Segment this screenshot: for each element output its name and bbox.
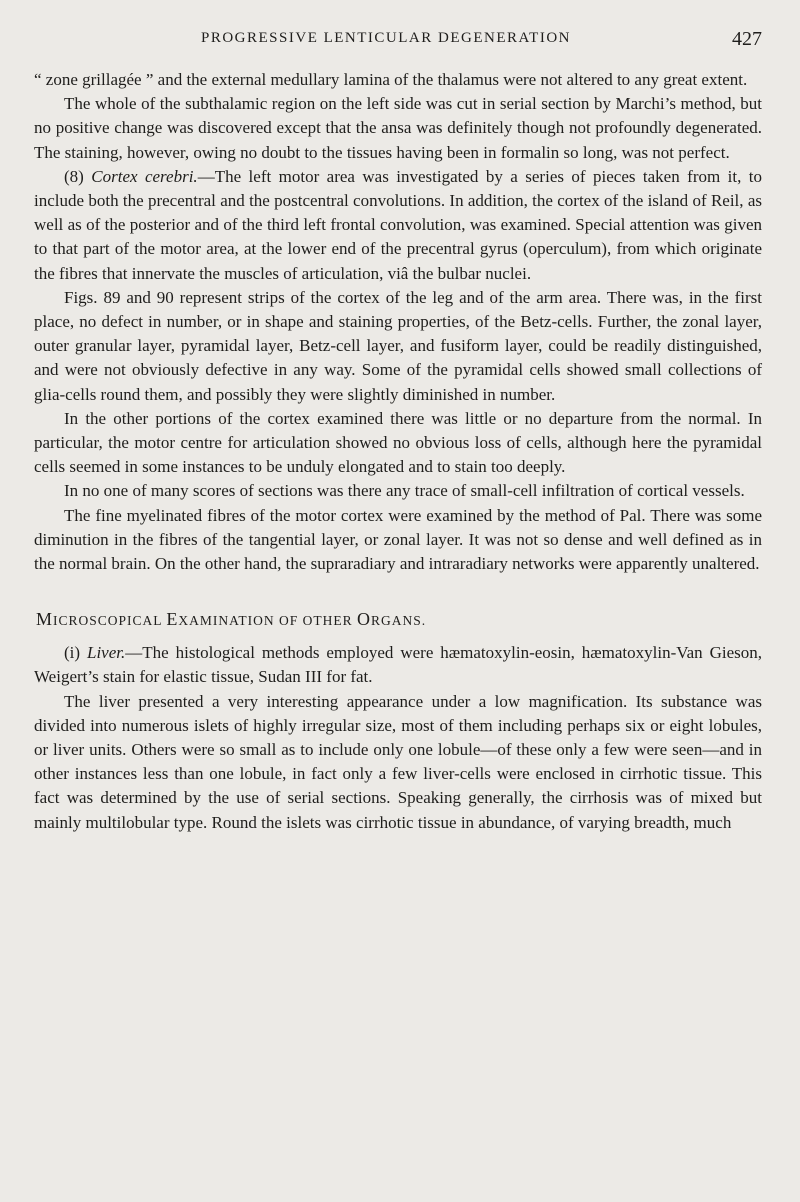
paragraph-small-cell-infiltration: In no one of many scores of sections was there any trace of small-cell infiltration of cortical vessels.	[64, 481, 745, 501]
paragraph-zone-grillagee: “ zone grillagée ” and the external medullary lamina of the thalamus were not altered to any great extent.	[34, 70, 748, 89]
running-title: PROGRESSIVE LENTICULAR DEGENERATION	[201, 30, 571, 46]
paragraph-figures-89-90: Figs. 89 and 90 represent strips of the cortex of the leg and of the arm area. There was, in the first place, no defect in number, or in shape and staining properties, of the Betz-cells. Further, the zonal layer, outer granular layer, pyramidal layer, Betz-cell layer, and fusiform layer, could be readily distinguished, and were not obviously defective in any way. Some of the pyramidal cells showed small collections of glia-cells round them, and possibly they were slightly diminished in number.	[34, 287, 762, 404]
paragraph-liver-appearance: The liver presented a very interesting appearance under a low magnification. Its substance was divided into numerous islets of highly irregular size, most of them including perhaps six or eight lobules, or liver units. Others were so small as to include only one lobule—of these only a few were seen—and in other instances less than one lobule, in fact only a few liver-cells were enclosed in cirrhotic tissue. This fact was determined by the use of serial sections. Speaking generally, the cirrhosis was of mixed but mainly multilobular type. Round the islets was cirrhotic tissue in abundance, of varying breadth, much	[34, 691, 762, 832]
paragraph-liver-methods	[34, 641, 762, 689]
section-gap	[34, 576, 762, 609]
item-number: (i)	[64, 643, 81, 663]
item-text: —The left motor area was investigated by a series of pieces taken from it, to include both the precentral and the postcentral convolutions. In addition, the cortex of the island of Reil, as well as of the posterior and of the third left frontal convolution, was examined. Special attention was given to that part of the motor area, at the lower end of the precentral gyrus (operculum), from which originate the fibres that innervate the muscles of articulation, viâ the bulbar nuclei.	[34, 166, 762, 283]
paragraph-myelinated-fibres: The fine myelinated fibres of the motor cortex were examined by the method of Pal. There was some diminution in the fibres of the tangential layer, or zonal layer. It was not so dense and well defined as in the normal brain. On the other hand, the supraradiary and intraradiary networks were apparently unaltered.	[34, 505, 762, 574]
item-number: (8)	[64, 166, 84, 186]
paragraph-cortex-cerebri	[34, 165, 762, 286]
item-title: Liver.	[86, 643, 126, 663]
running-head	[34, 28, 762, 52]
paragraph-subthalamic-region: The whole of the subthalamic region on the left side was cut in serial section by Marchi’s method, but no positive change was discovered except that the ansa was definitely though not profoundly degenerated. The staining, however, owing no doubt to the tissues having been in formalin so long, was not perfect.	[34, 94, 762, 162]
section-heading: MICROSCOPICAL EXAMINATION OF OTHER ORGANS.	[36, 609, 427, 630]
page-number: 427	[732, 28, 762, 50]
paragraph-other-portions: In the other portions of the cortex examined there was little or no departure from the normal. In particular, the motor centre for articulation showed no obvious loss of cells, although here the pyramidal cells seemed in some instances to be unduly elongated and to stain too deeply.	[34, 408, 762, 477]
item-text: —The histological methods employed were hæmatoxylin-eosin, hæmatoxylin-Van Gieson, Weigert’s stain for elastic tissue, Sudan III for fat.	[34, 643, 762, 687]
item-title: Cortex cerebri.	[91, 166, 198, 186]
